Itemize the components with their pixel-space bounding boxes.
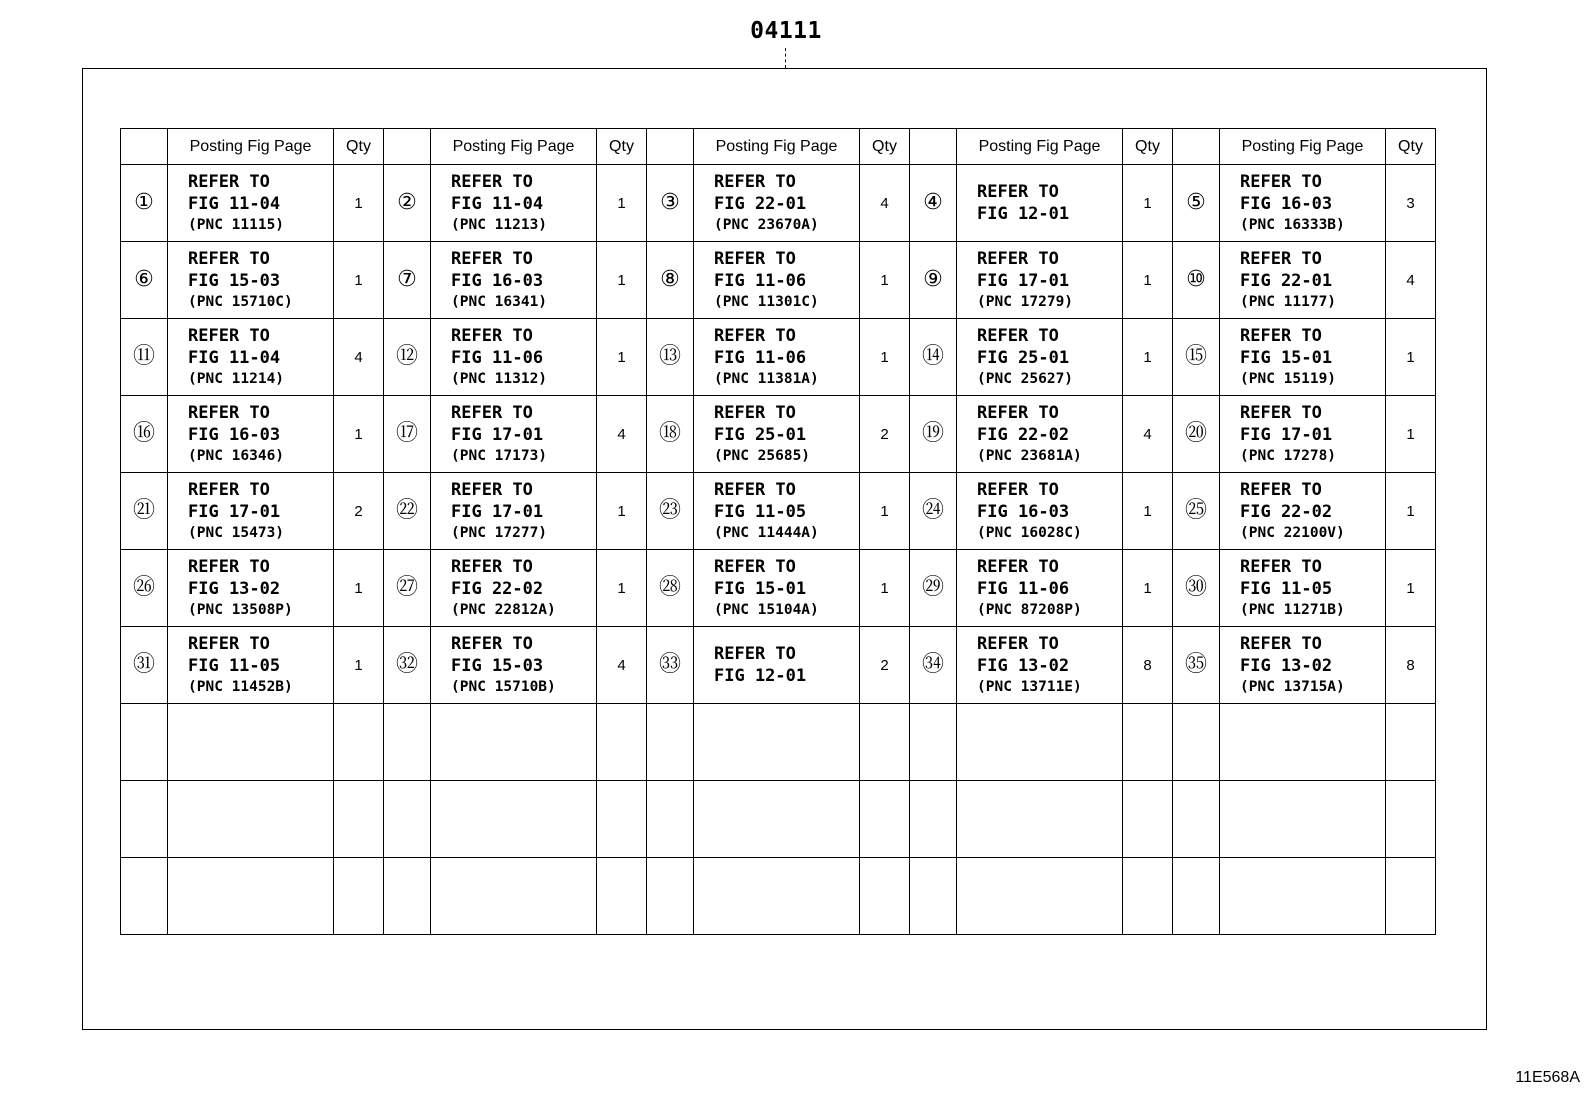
refer-to-text: REFER TO: [1240, 249, 1322, 269]
item-number: ㉓: [647, 473, 694, 550]
pnc-code: (PNC 17279): [977, 294, 1074, 310]
fig-reference: FIG 17-01: [188, 502, 281, 522]
quantity: 1: [1386, 550, 1436, 627]
quantity: 1: [1123, 473, 1173, 550]
header-number: [910, 129, 957, 165]
empty-cell: [597, 858, 647, 935]
empty-cell: [1123, 781, 1173, 858]
posting-reference: [431, 473, 597, 550]
fig-reference: FIG 17-01: [451, 425, 544, 445]
pnc-code: (PNC 11115): [188, 217, 285, 233]
fig-reference: FIG 16-03: [451, 271, 544, 291]
empty-cell: [1173, 858, 1220, 935]
posting-reference: [694, 165, 860, 242]
refer-to-text: REFER TO: [714, 557, 796, 577]
empty-cell: [694, 704, 860, 781]
item-number: ②: [384, 165, 431, 242]
header-number: [121, 129, 168, 165]
pnc-code: (PNC 11214): [188, 371, 285, 387]
header-posting: Posting Fig Page: [431, 129, 597, 165]
quantity: 4: [1386, 242, 1436, 319]
fig-reference: FIG 16-03: [188, 425, 281, 445]
posting-reference: [957, 319, 1123, 396]
refer-to-text: REFER TO: [977, 403, 1059, 423]
item-number: ④: [910, 165, 957, 242]
pnc-code: (PNC 11213): [451, 217, 548, 233]
empty-row: [121, 781, 1436, 858]
quantity: 1: [1386, 473, 1436, 550]
quantity: 1: [597, 550, 647, 627]
pnc-code: (PNC 11312): [451, 371, 548, 387]
header-posting: Posting Fig Page: [168, 129, 334, 165]
header-posting: Posting Fig Page: [694, 129, 860, 165]
part-number-label: 04111: [750, 18, 822, 44]
fig-reference: FIG 15-03: [451, 656, 544, 676]
fig-reference: FIG 11-05: [188, 656, 281, 676]
quantity: 1: [597, 242, 647, 319]
fig-reference: FIG 22-02: [1240, 502, 1333, 522]
posting-reference: [694, 242, 860, 319]
refer-to-text: REFER TO: [188, 557, 270, 577]
empty-cell: [1386, 704, 1436, 781]
empty-cell: [694, 858, 860, 935]
empty-cell: [860, 781, 910, 858]
empty-cell: [647, 858, 694, 935]
empty-row: [121, 858, 1436, 935]
refer-to-text: REFER TO: [1240, 634, 1322, 654]
quantity: 1: [860, 550, 910, 627]
pnc-code: (PNC 15710B): [451, 679, 556, 695]
fig-reference: FIG 11-05: [1240, 579, 1333, 599]
empty-cell: [431, 781, 597, 858]
leader-line: [785, 48, 786, 68]
item-number: ⑧: [647, 242, 694, 319]
pnc-code: (PNC 15119): [1240, 371, 1337, 387]
empty-cell: [121, 781, 168, 858]
refer-to-text: REFER TO: [1240, 480, 1322, 500]
pnc-code: (PNC 22100V): [1240, 525, 1345, 541]
table-body: [121, 165, 1436, 935]
quantity: 1: [1386, 396, 1436, 473]
item-number: ③: [647, 165, 694, 242]
quantity: 4: [1123, 396, 1173, 473]
posting-reference: [1220, 319, 1386, 396]
fig-reference: FIG 17-01: [451, 502, 544, 522]
posting-reference: [431, 242, 597, 319]
refer-to-text: REFER TO: [188, 249, 270, 269]
pnc-code: (PNC 23681A): [977, 448, 1082, 464]
fig-reference: FIG 25-01: [977, 348, 1070, 368]
refer-to-text: REFER TO: [714, 480, 796, 500]
fig-reference: FIG 22-02: [977, 425, 1070, 445]
pnc-code: (PNC 13715A): [1240, 679, 1345, 695]
refer-to-text: REFER TO: [977, 326, 1059, 346]
refer-to-text: REFER TO: [188, 634, 270, 654]
fig-reference: FIG 11-05: [714, 502, 807, 522]
pnc-code: (PNC 25627): [977, 371, 1074, 387]
refer-to-text: REFER TO: [188, 326, 270, 346]
fig-reference: FIG 11-06: [714, 348, 807, 368]
empty-cell: [1173, 704, 1220, 781]
item-number: ⑲: [910, 396, 957, 473]
item-number: ⑫: [384, 319, 431, 396]
item-number: ⑱: [647, 396, 694, 473]
empty-cell: [910, 704, 957, 781]
quantity: 1: [1123, 242, 1173, 319]
posting-reference: [957, 165, 1123, 242]
pnc-code: (PNC 11381A): [714, 371, 819, 387]
header-posting: Posting Fig Page: [1220, 129, 1386, 165]
posting-reference: [694, 473, 860, 550]
fig-reference: FIG 12-01: [977, 204, 1070, 224]
item-number: ㉝: [647, 627, 694, 704]
header-qty: Qty: [860, 129, 910, 165]
refer-to-text: REFER TO: [451, 403, 533, 423]
empty-row: [121, 704, 1436, 781]
pnc-code: (PNC 87208P): [977, 602, 1082, 618]
item-number: ㉔: [910, 473, 957, 550]
posting-reference: [168, 165, 334, 242]
fig-reference: FIG 22-01: [1240, 271, 1333, 291]
header-number: [1173, 129, 1220, 165]
header-posting: Posting Fig Page: [957, 129, 1123, 165]
posting-reference: [168, 242, 334, 319]
quantity: 2: [334, 473, 384, 550]
quantity: 1: [1123, 319, 1173, 396]
pnc-code: (PNC 11301C): [714, 294, 819, 310]
pnc-code: (PNC 16341): [451, 294, 548, 310]
empty-cell: [957, 704, 1123, 781]
quantity: 1: [597, 473, 647, 550]
pnc-code: (PNC 16028C): [977, 525, 1082, 541]
posting-reference: [168, 473, 334, 550]
pnc-code: (PNC 11271B): [1240, 602, 1345, 618]
item-number: ⑥: [121, 242, 168, 319]
fig-reference: FIG 12-01: [714, 666, 807, 686]
item-number: ⑰: [384, 396, 431, 473]
refer-to-text: REFER TO: [977, 249, 1059, 269]
item-number: ⑭: [910, 319, 957, 396]
empty-cell: [957, 781, 1123, 858]
item-number: ⑤: [1173, 165, 1220, 242]
quantity: 1: [334, 242, 384, 319]
fig-reference: FIG 13-02: [188, 579, 281, 599]
header-qty: Qty: [597, 129, 647, 165]
empty-cell: [860, 858, 910, 935]
empty-cell: [121, 704, 168, 781]
item-number: ㉒: [384, 473, 431, 550]
empty-cell: [647, 781, 694, 858]
posting-reference: [694, 319, 860, 396]
posting-reference: [1220, 627, 1386, 704]
empty-cell: [597, 781, 647, 858]
quantity: 1: [334, 396, 384, 473]
pnc-code: (PNC 11452B): [188, 679, 293, 695]
empty-cell: [168, 781, 334, 858]
fig-reference: FIG 15-01: [714, 579, 807, 599]
empty-cell: [910, 858, 957, 935]
posting-reference: [1220, 396, 1386, 473]
refer-to-text: REFER TO: [1240, 172, 1322, 192]
pnc-code: (PNC 17173): [451, 448, 548, 464]
empty-cell: [1220, 704, 1386, 781]
quantity: 1: [860, 242, 910, 319]
empty-cell: [384, 858, 431, 935]
pnc-code: (PNC 16346): [188, 448, 285, 464]
item-number: ⑪: [121, 319, 168, 396]
refer-to-text: REFER TO: [714, 172, 796, 192]
empty-cell: [860, 704, 910, 781]
table-row: [121, 550, 1436, 627]
empty-cell: [647, 704, 694, 781]
item-number: ㉑: [121, 473, 168, 550]
refer-to-text: REFER TO: [1240, 403, 1322, 423]
posting-reference: [1220, 473, 1386, 550]
pnc-code: (PNC 17278): [1240, 448, 1337, 464]
fig-reference: FIG 13-02: [977, 656, 1070, 676]
quantity: 1: [1386, 319, 1436, 396]
pnc-code: (PNC 15104A): [714, 602, 819, 618]
fig-reference: FIG 11-04: [188, 194, 281, 214]
header-number: [384, 129, 431, 165]
table-row: [121, 473, 1436, 550]
refer-to-text: REFER TO: [977, 480, 1059, 500]
quantity: 4: [860, 165, 910, 242]
empty-cell: [431, 704, 597, 781]
posting-reference: [431, 396, 597, 473]
quantity: 8: [1386, 627, 1436, 704]
empty-cell: [910, 781, 957, 858]
refer-to-text: REFER TO: [714, 403, 796, 423]
pnc-code: (PNC 13508P): [188, 602, 293, 618]
quantity: 1: [334, 627, 384, 704]
refer-to-text: REFER TO: [451, 557, 533, 577]
header-qty: Qty: [1386, 129, 1436, 165]
item-number: ㉟: [1173, 627, 1220, 704]
item-number: ㉛: [121, 627, 168, 704]
fig-reference: FIG 25-01: [714, 425, 807, 445]
empty-cell: [1123, 858, 1173, 935]
empty-cell: [168, 858, 334, 935]
pnc-code: (PNC 13711E): [977, 679, 1082, 695]
table-row: [121, 627, 1436, 704]
empty-cell: [1386, 781, 1436, 858]
posting-reference: [957, 242, 1123, 319]
fig-reference: FIG 13-02: [1240, 656, 1333, 676]
quantity: 3: [1386, 165, 1436, 242]
empty-cell: [1173, 781, 1220, 858]
quantity: 1: [597, 165, 647, 242]
item-number: ①: [121, 165, 168, 242]
posting-reference: [168, 550, 334, 627]
item-number: ⑮: [1173, 319, 1220, 396]
pnc-code: (PNC 11444A): [714, 525, 819, 541]
posting-reference: [431, 550, 597, 627]
posting-reference: [957, 396, 1123, 473]
quantity: 8: [1123, 627, 1173, 704]
pnc-code: (PNC 17277): [451, 525, 548, 541]
fig-reference: FIG 15-01: [1240, 348, 1333, 368]
item-number: ㉕: [1173, 473, 1220, 550]
refer-to-text: REFER TO: [451, 172, 533, 192]
posting-reference: [957, 627, 1123, 704]
item-number: ⑯: [121, 396, 168, 473]
fig-reference: FIG 17-01: [977, 271, 1070, 291]
posting-reference: [168, 319, 334, 396]
refer-to-text: REFER TO: [977, 557, 1059, 577]
refer-to-text: REFER TO: [977, 182, 1059, 202]
fig-reference: FIG 11-06: [977, 579, 1070, 599]
item-number: ⑨: [910, 242, 957, 319]
pnc-code: (PNC 23670A): [714, 217, 819, 233]
item-number: ㉚: [1173, 550, 1220, 627]
fig-reference: FIG 15-03: [188, 271, 281, 291]
posting-reference: [431, 165, 597, 242]
quantity: 1: [334, 165, 384, 242]
empty-cell: [597, 704, 647, 781]
refer-to-text: REFER TO: [188, 403, 270, 423]
quantity: 1: [1123, 550, 1173, 627]
empty-cell: [1386, 858, 1436, 935]
posting-reference: [431, 627, 597, 704]
quantity: 4: [597, 396, 647, 473]
fig-reference: FIG 16-03: [1240, 194, 1333, 214]
item-number: ㉜: [384, 627, 431, 704]
refer-to-text: REFER TO: [188, 480, 270, 500]
posting-reference: [1220, 550, 1386, 627]
empty-cell: [431, 858, 597, 935]
fig-reference: FIG 11-04: [188, 348, 281, 368]
refer-to-text: REFER TO: [1240, 326, 1322, 346]
posting-reference: [694, 396, 860, 473]
quantity: 1: [860, 473, 910, 550]
item-number: ㉘: [647, 550, 694, 627]
posting-reference: [168, 396, 334, 473]
refer-to-text: REFER TO: [977, 634, 1059, 654]
empty-cell: [121, 858, 168, 935]
posting-reference: [168, 627, 334, 704]
item-number: ⑳: [1173, 396, 1220, 473]
refer-to-text: REFER TO: [714, 644, 796, 664]
pnc-code: (PNC 22812A): [451, 602, 556, 618]
table-row: [121, 165, 1436, 242]
posting-reference: [694, 550, 860, 627]
fig-reference: FIG 11-06: [451, 348, 544, 368]
table-row: [121, 319, 1436, 396]
fig-reference: FIG 22-02: [451, 579, 544, 599]
item-number: ㉙: [910, 550, 957, 627]
pnc-code: (PNC 16333B): [1240, 217, 1345, 233]
quantity: 1: [1123, 165, 1173, 242]
reference-code: 11E568A: [1515, 1069, 1580, 1086]
item-number: ㉗: [384, 550, 431, 627]
empty-cell: [168, 704, 334, 781]
posting-reference: [694, 627, 860, 704]
refer-to-text: REFER TO: [451, 326, 533, 346]
empty-cell: [1220, 781, 1386, 858]
posting-reference: [431, 319, 597, 396]
item-number: ⑬: [647, 319, 694, 396]
refer-to-text: REFER TO: [451, 249, 533, 269]
fig-reference: FIG 11-04: [451, 194, 544, 214]
refer-to-text: REFER TO: [714, 326, 796, 346]
empty-cell: [1123, 704, 1173, 781]
pnc-code: (PNC 15710C): [188, 294, 293, 310]
pnc-code: (PNC 25685): [714, 448, 811, 464]
quantity: 1: [597, 319, 647, 396]
empty-cell: [694, 781, 860, 858]
item-number: ⑩: [1173, 242, 1220, 319]
quantity: 4: [334, 319, 384, 396]
item-number: ㉖: [121, 550, 168, 627]
table-row: [121, 396, 1436, 473]
item-number: ⑦: [384, 242, 431, 319]
pnc-code: (PNC 11177): [1240, 294, 1337, 310]
header-qty: Qty: [1123, 129, 1173, 165]
empty-cell: [1220, 858, 1386, 935]
posting-reference: [1220, 242, 1386, 319]
pnc-code: (PNC 15473): [188, 525, 285, 541]
header-number: [647, 129, 694, 165]
refer-to-text: REFER TO: [451, 634, 533, 654]
header-qty: Qty: [334, 129, 384, 165]
quantity: 2: [860, 396, 910, 473]
table-header-row: [121, 129, 1436, 165]
item-number: ㉞: [910, 627, 957, 704]
posting-reference: [957, 550, 1123, 627]
fig-reference: FIG 11-06: [714, 271, 807, 291]
fig-reference: FIG 22-01: [714, 194, 807, 214]
posting-reference: [957, 473, 1123, 550]
refer-to-text: REFER TO: [451, 480, 533, 500]
empty-cell: [334, 858, 384, 935]
quantity: 2: [860, 627, 910, 704]
refer-to-text: REFER TO: [188, 172, 270, 192]
quantity: 4: [597, 627, 647, 704]
empty-cell: [334, 704, 384, 781]
refer-to-text: REFER TO: [714, 249, 796, 269]
fig-reference: FIG 17-01: [1240, 425, 1333, 445]
quantity: 1: [334, 550, 384, 627]
empty-cell: [384, 781, 431, 858]
empty-cell: [384, 704, 431, 781]
fig-reference: FIG 16-03: [977, 502, 1070, 522]
empty-cell: [957, 858, 1123, 935]
table-row: [121, 242, 1436, 319]
posting-reference: [1220, 165, 1386, 242]
refer-to-text: REFER TO: [1240, 557, 1322, 577]
empty-cell: [334, 781, 384, 858]
quantity: 1: [860, 319, 910, 396]
reference-table: [120, 128, 1436, 935]
